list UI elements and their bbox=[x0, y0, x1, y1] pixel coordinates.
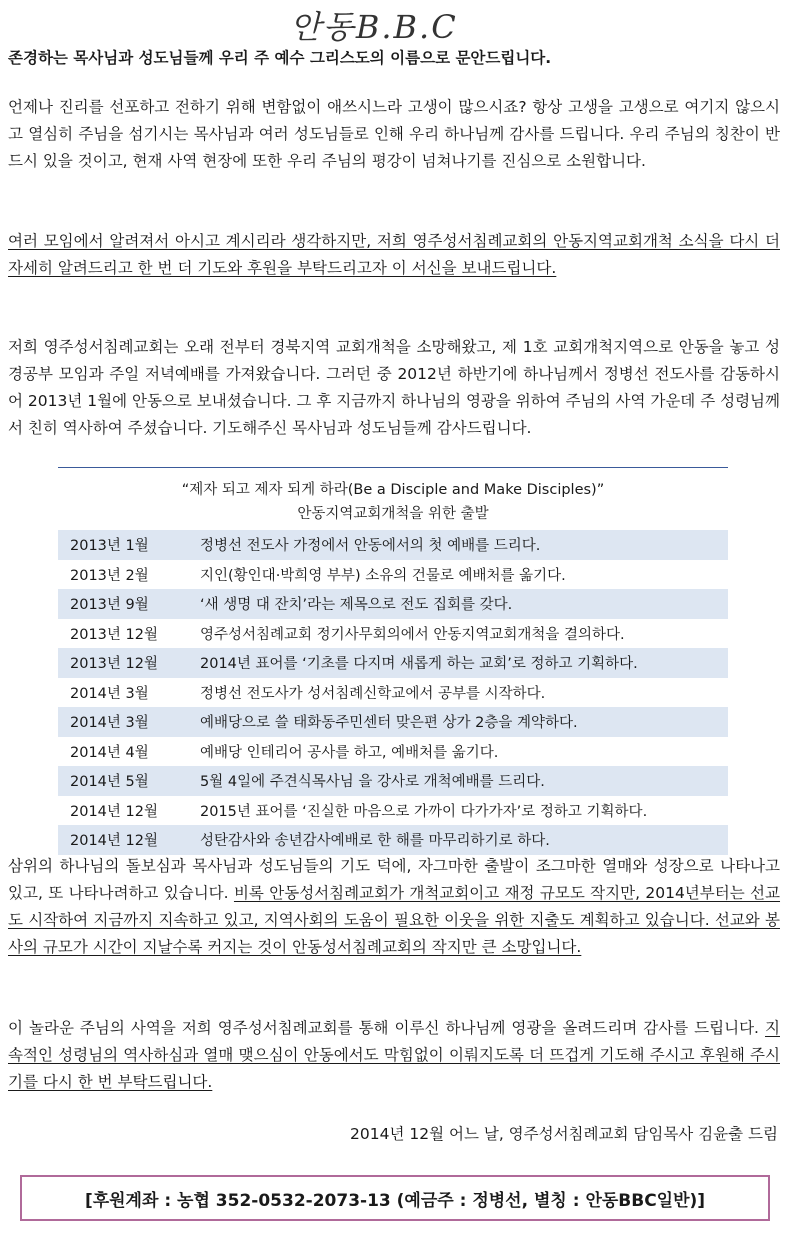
timeline-date: 2013년 9월 bbox=[70, 597, 149, 614]
paragraph-5-underlined: 지속적인 성령님의 역사하심과 열매 맺으심이 안동에서도 막힘없이 이뤄지도록 더 뜨겁게 기도해 주시고 후원해 주시기를 다시 한 번 부탁드립니다. bbox=[8, 1019, 780, 1091]
signature: 2014년 12월 어느 날, 영주성서침례교회 담임목사 김윤출 드림 bbox=[350, 1125, 778, 1143]
timeline-date: 2014년 12월 bbox=[70, 833, 158, 850]
timeline-row bbox=[58, 766, 728, 796]
timeline-event: ‘새 생명 대 잔치’라는 제목으로 전도 집회를 갖다. bbox=[200, 597, 513, 614]
paragraph-5 bbox=[8, 1015, 780, 1096]
timeline-subtitle: 안동지역교회개척을 위한 출발 bbox=[297, 506, 489, 522]
timeline-date: 2013년 1월 bbox=[70, 538, 149, 555]
timeline-event: 영주성서침례교회 정기사무회의에서 안동지역교회개척을 결의하다. bbox=[200, 626, 625, 643]
timeline-rows bbox=[58, 530, 728, 855]
timeline-row bbox=[58, 560, 728, 590]
timeline-row bbox=[58, 678, 728, 708]
timeline-row bbox=[58, 707, 728, 737]
timeline-date: 2014년 4월 bbox=[70, 744, 149, 761]
timeline-event: 예배당 인테리어 공사를 하고, 예배처를 옮기다. bbox=[200, 744, 499, 761]
timeline-row bbox=[58, 648, 728, 678]
account-box bbox=[20, 1175, 770, 1221]
timeline-event: 지인(황인대·박희영 부부) 소유의 건물로 예배처를 옮기다. bbox=[200, 567, 566, 584]
timeline-row bbox=[58, 589, 728, 619]
timeline-date: 2014년 3월 bbox=[70, 685, 149, 702]
handwritten-note: 안동B.B.C bbox=[290, 8, 458, 46]
timeline-row bbox=[58, 737, 728, 767]
timeline-date: 2013년 12월 bbox=[70, 626, 158, 643]
timeline-date: 2014년 3월 bbox=[70, 715, 149, 732]
timeline-table bbox=[58, 467, 728, 855]
timeline-header bbox=[58, 467, 728, 526]
timeline-date: 2014년 5월 bbox=[70, 774, 149, 791]
paragraph-4-plain: 삼위의 하나님의 돌보심과 목사님과 성도님들의 기도 덕에, 자그마한 출발이 조그마한 열매와 성장으로 나타나고 있고, 또 나타나려하고 있습니다. bbox=[8, 857, 780, 902]
timeline-row bbox=[58, 796, 728, 826]
timeline-event: 성탄감사와 송년감사예배로 한 해를 마무리하기로 하다. bbox=[200, 833, 550, 850]
timeline-event: 정병선 전도사 가정에서 안동에서의 첫 예배를 드리다. bbox=[200, 538, 541, 555]
timeline-event: 5월 4일에 주견식목사님 을 강사로 개척예배를 드리다. bbox=[200, 774, 545, 791]
timeline-title: “제자 되고 제자 되게 하라(Be a Disciple and Make Disciples)” bbox=[181, 482, 605, 498]
paragraph-4-underlined: 비록 안동성서침례교회가 개척교회이고 재정 규모도 작지만, 2014년부터는 선교도 시작하여 지금까지 지속하고 있고, 지역사회의 도움이 필요한 이웃을 위한 지출도 계획하고 있습니다. 선교와 봉사의 규모가 시간이 지날수록 커지는 것이 안동성서침례교회의 작지만 큰 소망입니다. bbox=[8, 884, 781, 956]
timeline-event: 2014년 표어를 ‘기초를 다지며 새롭게 하는 교회’로 정하고 기획하다. bbox=[200, 656, 638, 673]
timeline-row bbox=[58, 530, 728, 560]
paragraph-3: 저희 영주성서침례교회는 오래 전부터 경북지역 교회개척을 소망해왔고, 제 1호 교회개척지역으로 안동을 놓고 성경공부 모임과 주일 저녁예배를 가져왔습니다. 그러던 중 2012년 하반기에 하나님께서 정병선 전도사를 감동하시어 2013년 1월에 안동으로 보내셨습니다. 그 후 지금까지 하나님의 영광을 위하여 주님의 사역 가운데 주 성령님께서 친히 역사하여 주셨습니다. 기도해주신 목사님과 성도님들께 감사드립니다. bbox=[8, 338, 780, 437]
timeline-event: 2015년 표어를 ‘진실한 마음으로 가까이 다가가자’로 정하고 기획하다. bbox=[200, 803, 648, 820]
timeline-event: 정병선 전도사가 성서침례신학교에서 공부를 시작하다. bbox=[200, 685, 546, 702]
timeline-row bbox=[58, 619, 728, 649]
timeline-date: 2013년 2월 bbox=[70, 567, 149, 584]
greeting: 존경하는 목사님과 성도님들께 우리 주 예수 그리스도의 이름으로 문안드립니다. bbox=[8, 49, 552, 67]
timeline-date: 2014년 12월 bbox=[70, 803, 158, 820]
timeline-event: 예배당으로 쓸 태화동주민센터 맞은편 상가 2층을 계약하다. bbox=[200, 715, 578, 732]
paragraph-2: 여러 모임에서 알려져서 아시고 계시리라 생각하지만, 저희 영주성서침례교회의 안동지역교회개척 소식을 다시 더 자세히 알려드리고 한 번 더 기도와 후원을 부탁드리고자 이 서신을 보내드립니다. bbox=[8, 232, 780, 277]
paragraph-1: 언제나 진리를 선포하고 전하기 위해 변함없이 애쓰시느라 고생이 많으시죠? 항상 고생을 고생으로 여기지 않으시고 열심히 주님을 섬기시는 목사님과 여러 성도님들로 인해 우리 하나님께 감사를 드립니다. 우리 주님의 칭찬이 반드시 있을 것이고, 현재 사역 현장에 또한 우리 주님의 평강이 넘쳐나기를 진심으로 소원합니다. bbox=[8, 98, 780, 170]
timeline-row bbox=[58, 825, 728, 855]
account-info: [후원계좌 : 농협 352-0532-2073-13 (예금주 : 정병선, 별칭 : 안동BBC일반)] bbox=[84, 1190, 706, 1211]
paragraph-4 bbox=[8, 853, 780, 961]
timeline-date: 2013년 12월 bbox=[70, 656, 158, 673]
paragraph-5-plain: 이 놀라운 주님의 사역을 저희 영주성서침례교회를 통해 이루신 하나님께 영광을 올려드리며 감사를 드립니다. bbox=[8, 1019, 766, 1037]
